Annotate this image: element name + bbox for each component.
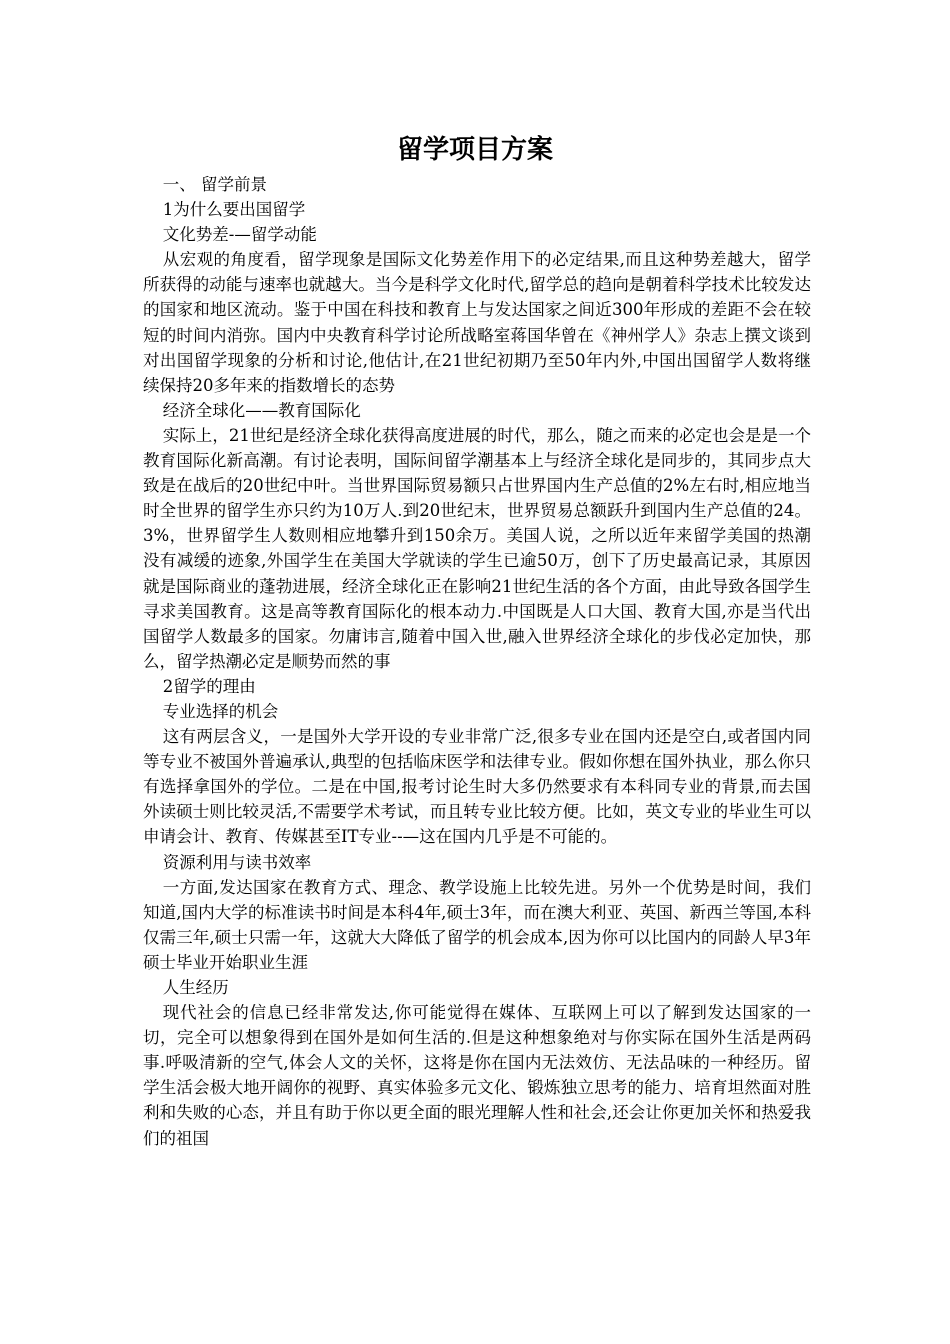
subsection-heading: 2留学的理由 [162,676,256,696]
body-paragraph: 这有两层含义，一是国外大学开设的专业非常广泛,很多专业在国内还是空白,或者国内同等专业不被国外普遍承认,典型的包括临床医学和法律专业。假如你想在国外执业，那么你只有选择拿国外的学位。二是在中国,报考讨论生时大多仍然要求有本科同专业的背景,而去国外读硕士则比较灵活,不需要学术考试，而且转专业比较方便。比如，英文专业的毕业生可以申请会计、教育、传媒甚至IT专业--—这在国内几乎是不可能的。 [143,727,811,847]
topic-heading: 专业选择的机会 [162,701,279,721]
section-heading: 一、 留学前景 [162,175,268,194]
body-paragraph: 一方面,发达国家在教育方式、理念、教学设施上比较先进。另外一个优势是时间，我们知道,国内大学的标准读书时间是本科4年,硕士3年，而在澳大利亚、英国、新西兰等国,本科仅需三年,硕士只需一年，这就大大降低了留学的机会成本,因为你可以比国内的同龄人早3年硕士毕业开始职业生涯 [143,877,811,972]
body-paragraph: 现代社会的信息已经非常发达,你可能觉得在媒体、互联网上可以了解到发达国家的一切，完全可以想象得到在国外是如何生活的.但是这种想象绝对与你实际在国外生活是两码事.呼吸清新的空气,体会人文的关怀，这将是你在国内无法效仿、无法品味的一种经历。留学生活会极大地开阔你的视野、真实体验多元文化、锻炼独立思考的能力、培育坦然面对胜利和失败的心态，并且有助于你以更全面的眼光理解人性和社会,还会让你更加关怀和热爱我们的祖国 [143,1003,811,1148]
topic-heading: 经济全球化——教育国际化 [162,400,361,420]
document-body [143,172,811,1151]
subsection-heading: 1为什么要出国留学 [162,200,306,220]
topic-heading: 人生经历 [162,978,229,997]
document-title: 留学项目方案 [396,135,553,165]
topic-heading: 文化势差-—留学动能 [162,225,317,245]
topic-heading: 资源利用与读书效率 [162,852,312,872]
body-paragraph: 从宏观的角度看，留学现象是国际文化势差作用下的必定结果,而且这种势差越大，留学所获得的动能与速率也就越大。当今是科学文化时代,留学总的趋向是朝着科学技术比较发达的国家和地区流动。鉴于中国在科技和教育上与发达国家之间近300年形成的差距不会在较短的时间内消弥。国内中央教育科学讨论所战略室蒋国华曾在《神州学人》杂志上撰文谈到对出国留学现象的分析和讨论,他估计,在21世纪初期乃至50年内外,中国出国留学人数将继续保持20多年来的指数增长的态势 [143,250,811,395]
body-paragraph: 实际上，21世纪是经济全球化获得高度进展的时代，那么，随之而来的必定也会是是一个教育国际化新高潮。有讨论表明，国际间留学潮基本上与经济全球化是同步的，其同步点大致是在战后的20世纪中叶。当世界国际贸易额只占世界国内生产总值的2%左右时,相应地当时全世界的留学生亦只约为10万人.到20世纪末，世界贸易总额跃升到国内生产总值的24。3%，世界留学生人数则相应地攀升到150余万。美国人说，之所以近年来留学美国的热潮没有减缓的迹象,外国学生在美国大学就读的学生已逾50万，创下了历史最高记录，其原因就是国际商业的蓬勃进展，经济全球化正在影响21世纪生活的各个方面，由此导致各国学生寻求美国教育。这是高等教育国际化的根本动力.中国既是人口大国、教育大国,亦是当代出国留学人数最多的国家。勿庸讳言,随着中国入世,融入世界经济全球化的步伐必定加快，那么，留学热潮必定是顺势而然的事 [143,425,811,671]
